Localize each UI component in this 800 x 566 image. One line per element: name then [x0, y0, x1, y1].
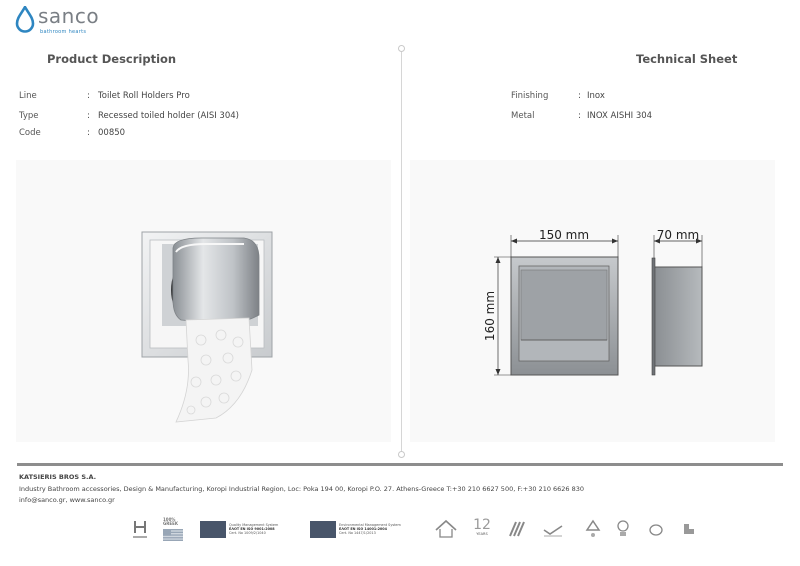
brand-tagline: bathroom hearts: [40, 29, 87, 35]
company-address: Industry Bathroom accessories, Design & Manufacturing, Koropi Industrial Region, Loc: Poka 194 00, Koropi P.O. 27. Athens-Greece T:+30 210 6627 500, F:+30 210 6626 830: [19, 485, 585, 493]
scale-icon: [541, 518, 565, 542]
hotel-icon: [131, 518, 149, 542]
spec-label: Code: [19, 128, 41, 138]
greek-label: 100% GREEK: [163, 517, 178, 527]
product-description-title: Product Description: [47, 52, 177, 66]
toilet-roll-holder-photo: [16, 160, 391, 442]
technical-sheet-title: Technical Sheet: [636, 52, 738, 66]
footer-rule: [17, 463, 783, 466]
spec-value: INOX AISHI 304: [587, 111, 653, 121]
divider-dot: [398, 45, 405, 52]
iso14001-badge: [310, 518, 420, 542]
spec-label: Finishing: [511, 91, 549, 101]
spec-row-line: [19, 91, 379, 105]
years-warranty-icon: [472, 518, 492, 542]
iso9001-cert: Cert. No 1009/2/1040: [229, 531, 266, 536]
iso14001-title: Environmental Management System: [339, 523, 401, 527]
spec-row-type: [19, 111, 379, 125]
product-photo: [16, 160, 391, 442]
spec-colon: :: [87, 128, 90, 138]
spec-label: Metal: [511, 111, 535, 121]
stripes-icon: [508, 518, 526, 542]
iso-logo-icon: [200, 521, 226, 538]
spec-value: Recessed toiled holder (AISI 304): [98, 111, 239, 121]
nano-icon: [678, 518, 700, 542]
brand-name: sanco: [38, 4, 100, 28]
spec-colon: :: [87, 91, 90, 101]
spec-row-finishing: [511, 91, 771, 105]
iso14001-name: ΕΛΟΤ EN ISO 14001:2004: [339, 527, 388, 532]
spec-value: Inox: [587, 91, 605, 101]
divider-dot: [398, 451, 405, 458]
technical-drawing: [410, 160, 775, 442]
water-drop-icon: [14, 6, 36, 34]
iso9001-badge: [200, 518, 300, 542]
center-divider: [401, 48, 402, 456]
years-label: YEARS: [476, 532, 488, 536]
spec-colon: :: [87, 111, 90, 121]
company-name: KATSIERIS BROS S.A.: [19, 473, 97, 481]
iso-logo-icon: [310, 521, 336, 538]
depth-dimension-label: 70 mm: [656, 228, 700, 242]
brand-logo: [14, 4, 114, 36]
spec-row-metal: [511, 111, 771, 125]
spec-colon: :: [578, 91, 581, 101]
height-dimension-label: 160 mm: [483, 290, 497, 342]
iso14001-cert: Cert. No 1447/1/2013: [339, 531, 376, 536]
width-dimension-label: 150 mm: [538, 228, 590, 242]
spec-row-code: [19, 128, 379, 142]
iso9001-title: Quality Management System: [229, 523, 279, 527]
spec-value: Toilet Roll Holders Pro: [98, 91, 190, 101]
years-number: 12: [473, 517, 491, 533]
recycle-icon: [583, 518, 603, 542]
dimension-drawing: [410, 160, 775, 442]
house-icon: [434, 518, 458, 542]
greek-flag-icon: [163, 518, 185, 542]
spec-value: 00850: [98, 128, 126, 138]
bulb-icon: [614, 518, 632, 542]
company-contact: info@sanco.gr, www.sanco.gr: [19, 496, 115, 504]
spec-colon: :: [578, 111, 581, 121]
spec-label: Type: [19, 111, 39, 121]
shield-icon: [647, 518, 665, 542]
iso9001-name: ΕΛΟΤ EN ISO 9001:2008: [229, 527, 275, 532]
spec-label: Line: [19, 91, 37, 101]
